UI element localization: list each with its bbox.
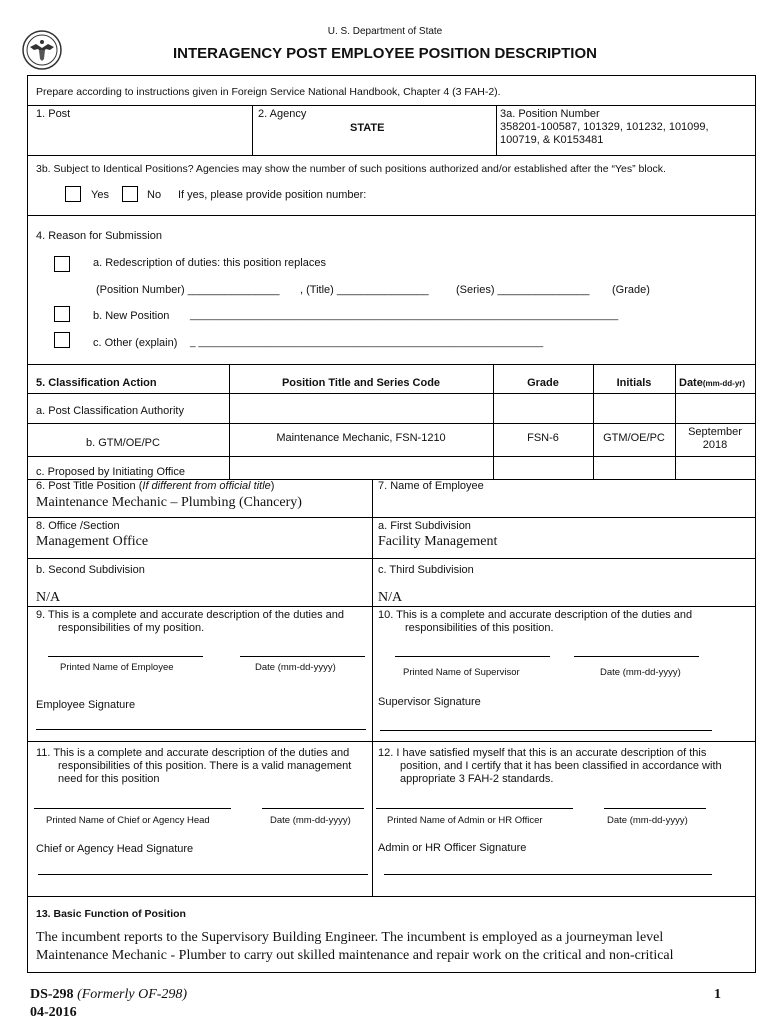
- hr-date-label: Date (mm-dd-yyyy): [607, 815, 688, 826]
- classification-action-header: 5. Classification Action: [36, 377, 157, 389]
- agency-head-signature-line[interactable]: [38, 874, 368, 875]
- reason-label: 4. Reason for Submission: [36, 230, 162, 242]
- second-subdivision-value[interactable]: N/A: [36, 590, 61, 605]
- no-label: No: [147, 189, 162, 201]
- employee-date-line[interactable]: [240, 656, 365, 657]
- employee-signature-label: Employee Signature: [36, 699, 136, 711]
- hr-date-line[interactable]: [604, 808, 706, 809]
- date-header: [679, 377, 745, 390]
- agency-head-signature-label: Chief or Agency Head Signature: [36, 843, 194, 855]
- hr-certification-3: appropriate 3 FAH-2 standards.: [400, 773, 554, 785]
- post-title-label-hint: If different from official title: [142, 480, 271, 492]
- hr-signature-line[interactable]: [384, 874, 712, 875]
- replaced-grade[interactable]: (Grade): [612, 284, 650, 296]
- date-header-label: Date: [679, 377, 703, 389]
- post-title-label: [36, 480, 274, 493]
- other-label: c. Other (explain): [93, 337, 178, 349]
- hr-certification-2: position, and I certify that it has been classified in accordance with: [400, 760, 722, 772]
- first-subdivision-label: a. First Subdivision: [378, 520, 471, 532]
- new-position-label: b. New Position: [93, 310, 170, 322]
- agency-value: STATE: [350, 122, 385, 134]
- office-section-label: 8. Office /Section: [36, 520, 120, 532]
- title-series-header: Position Title and Series Code: [281, 377, 441, 389]
- form-formerly: (Formerly OF-298): [77, 987, 188, 1002]
- row-b-date-year: 2018: [702, 439, 728, 451]
- replaced-position-number[interactable]: (Position Number) _______________: [96, 284, 280, 296]
- no-checkbox[interactable]: [122, 186, 138, 202]
- position-number-prompt: If yes, please provide position number:: [178, 189, 367, 201]
- row-b-initials: GTM/OE/PC: [603, 432, 665, 444]
- department-name: U. S. Department of State: [327, 26, 443, 37]
- replaced-title[interactable]: , (Title) _______________: [300, 284, 429, 296]
- post-title-label-end: ): [270, 480, 275, 492]
- initials-header: Initials: [616, 377, 652, 389]
- agency-head-date-label: Date (mm-dd-yyyy): [270, 815, 351, 826]
- post-classification-authority: a. Post Classification Authority: [36, 405, 184, 417]
- form-number: [30, 987, 187, 1003]
- position-number-value: 358201-100587, 101329, 101232, 101099,: [500, 121, 709, 133]
- other-checkbox[interactable]: [54, 332, 70, 348]
- row-b-position-title: Maintenance Mechanic, FSN-1210: [276, 432, 446, 444]
- employee-certification: 9. This is a complete and accurate description of the duties and: [36, 609, 344, 621]
- agency-head-certification-3: need for this position: [58, 773, 160, 785]
- basic-function-label: 13. Basic Function of Position: [36, 908, 186, 920]
- supervisor-printed-name-label: Printed Name of Supervisor: [403, 667, 520, 678]
- second-subdivision-label: b. Second Subdivision: [36, 564, 145, 576]
- post-title-value[interactable]: Maintenance Mechanic – Plumbing (Chancery): [36, 495, 302, 510]
- employee-printed-name-line[interactable]: [48, 656, 203, 657]
- post-label: 1. Post: [36, 108, 71, 120]
- hr-printed-name-label: Printed Name of Admin or HR Officer: [387, 815, 543, 826]
- supervisor-signature-label: Supervisor Signature: [378, 696, 481, 708]
- form-id: DS-298: [30, 987, 74, 1002]
- supervisor-printed-name-line[interactable]: [395, 656, 550, 657]
- first-subdivision-value[interactable]: Facility Management: [378, 534, 498, 549]
- hr-signature-label: Admin or HR Officer Signature: [378, 842, 527, 854]
- other-explain-line[interactable]: _ ______________________________________________________________: [190, 337, 544, 348]
- proposed-by-initiating-office: c. Proposed by Initiating Office: [36, 466, 185, 478]
- office-section-value[interactable]: Management Office: [36, 534, 149, 549]
- agency-head-certification: 11. This is a complete and accurate description of the duties and: [36, 747, 350, 759]
- position-number-label: 3a. Position Number: [500, 108, 600, 120]
- basic-function-text: The incumbent reports to the Supervisory Building Engineer. The incumbent is employed as a journeyman level: [36, 930, 664, 945]
- third-subdivision-label: c. Third Subdivision: [378, 564, 474, 576]
- row-b-date: September: [688, 426, 742, 438]
- employee-signature-line[interactable]: [36, 729, 366, 730]
- hr-printed-name-line[interactable]: [376, 808, 573, 809]
- date-header-format: (mm-dd-yr): [702, 379, 746, 388]
- redescription-label: a. Redescription of duties: this position replaces: [93, 257, 326, 269]
- third-subdivision-value[interactable]: N/A: [378, 590, 403, 605]
- supervisor-certification: 10. This is a complete and accurate description of the duties and: [378, 609, 693, 621]
- supervisor-signature-line[interactable]: [380, 730, 712, 731]
- post-title-label-text: 6. Post Title Position (: [36, 480, 143, 492]
- supervisor-date-line[interactable]: [574, 656, 699, 657]
- yes-checkbox[interactable]: [65, 186, 81, 202]
- employee-printed-name-label: Printed Name of Employee: [60, 662, 174, 673]
- position-number-value-2: 100719, & K0153481: [500, 134, 604, 146]
- agency-head-certification-2: responsibilities of this position. There is a valid management: [58, 760, 352, 772]
- employee-date-label: Date (mm-dd-yyyy): [255, 662, 336, 673]
- identical-positions-label: 3b. Subject to Identical Positions? Agencies may show the number of such positions authorized and/or established after the “Yes” block.: [36, 163, 666, 175]
- employee-name-label: 7. Name of Employee: [378, 480, 484, 492]
- yes-label: Yes: [91, 189, 109, 201]
- basic-function-text-2: Maintenance Mechanic - Plumber to carry out skilled maintenance and repair work on the critical and non-critical: [36, 948, 674, 963]
- row-b-grade: FSN-6: [527, 432, 559, 444]
- employee-certification-2: responsibilities of my position.: [58, 622, 205, 634]
- form-title: INTERAGENCY POST EMPLOYEE POSITION DESCRIPTION: [173, 45, 597, 62]
- grade-header: Grade: [527, 377, 559, 389]
- agency-head-printed-name-label: Printed Name of Chief or Agency Head: [46, 815, 210, 826]
- new-position-line[interactable]: _____________________________________________________________________________: [190, 310, 619, 321]
- redescription-checkbox[interactable]: [54, 256, 70, 272]
- instructions: Prepare according to instructions given in Foreign Service National Handbook, Chapter 4 (3 FAH-2).: [36, 86, 501, 98]
- form-date: 04-2016: [30, 1005, 77, 1020]
- agency-label: 2. Agency: [258, 108, 307, 120]
- supervisor-certification-2: responsibilities of this position.: [405, 622, 554, 634]
- replaced-series[interactable]: (Series) _______________: [456, 284, 590, 296]
- hr-certification: 12. I have satisfied myself that this is an accurate description of this: [378, 747, 707, 759]
- gtm-oe-pc-row-label: b. GTM/OE/PC: [86, 437, 160, 449]
- supervisor-date-label: Date (mm-dd-yyyy): [600, 667, 681, 678]
- page-number: 1: [714, 987, 721, 1002]
- agency-head-printed-name-line[interactable]: [34, 808, 231, 809]
- new-position-checkbox[interactable]: [54, 306, 70, 322]
- agency-head-date-line[interactable]: [262, 808, 364, 809]
